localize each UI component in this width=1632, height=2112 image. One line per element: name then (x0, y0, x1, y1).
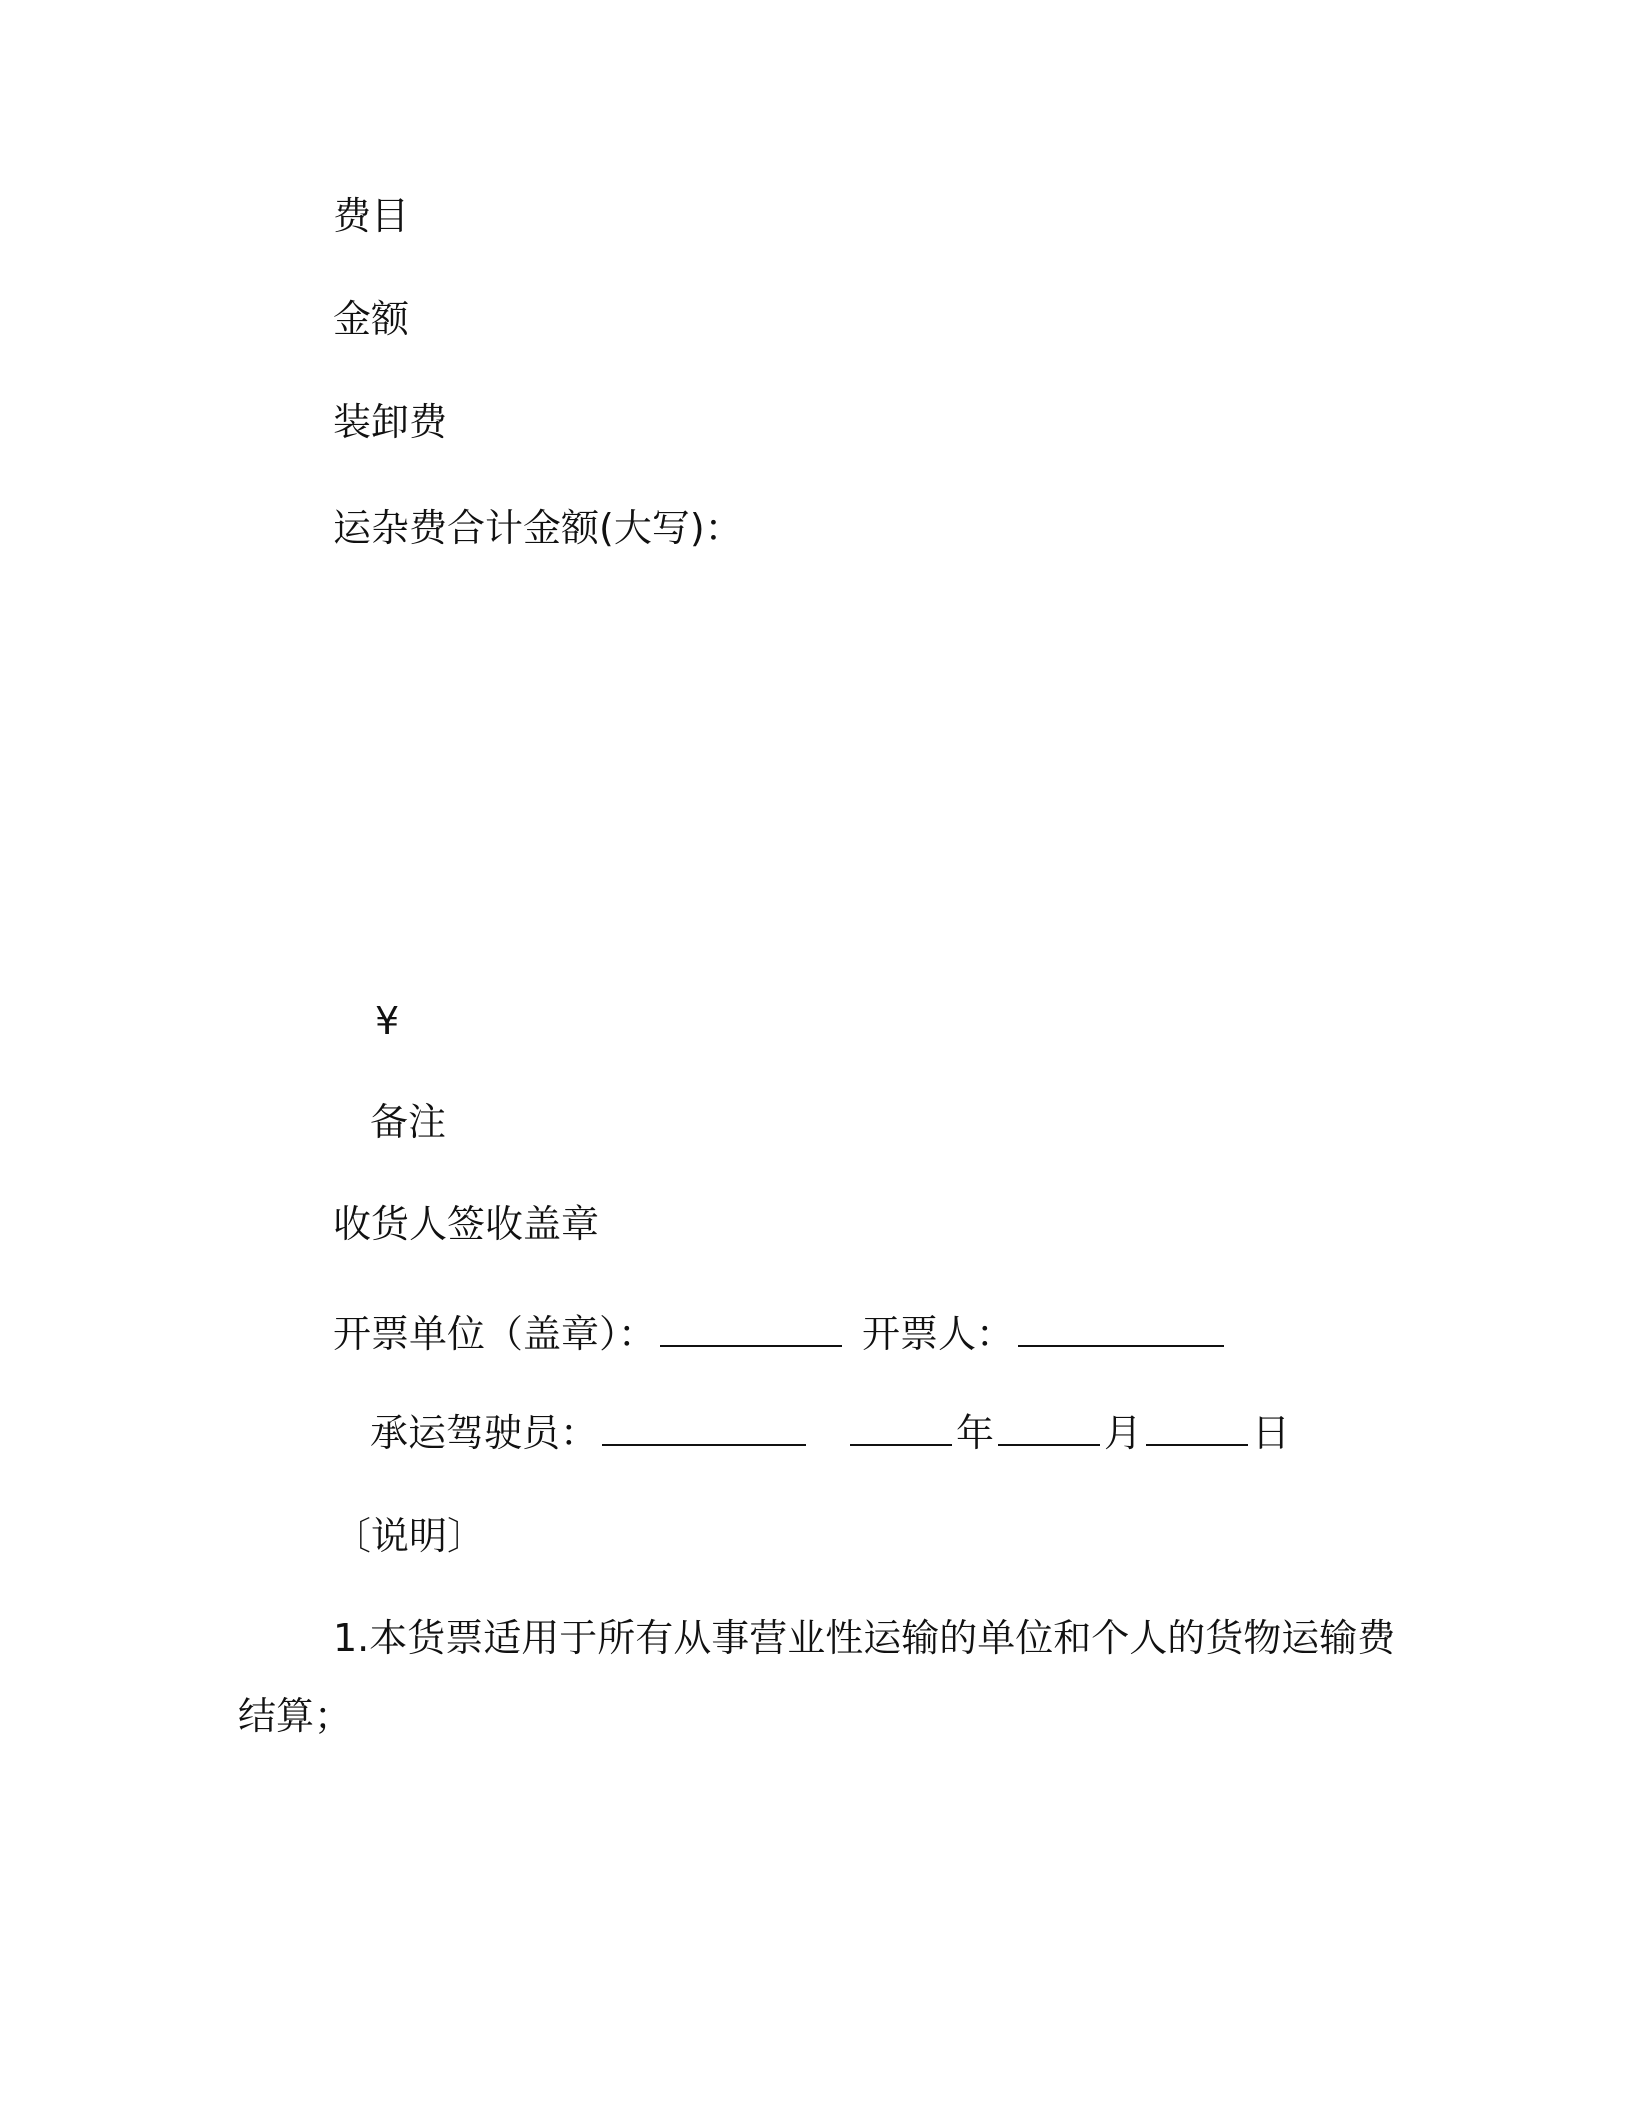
notes-heading: 〔说明〕 (333, 1514, 486, 1558)
issuer-label: 开票人： (862, 1312, 1015, 1356)
driver-label: 承运驾驶员： (370, 1411, 599, 1455)
amount-label: 金额 (333, 297, 410, 341)
loading-fee-label: 装卸费 (333, 400, 448, 444)
driver-row (370, 1409, 1290, 1457)
issuer-blank[interactable] (1018, 1311, 1224, 1347)
note-item-1-line-1: 1.本货票适用于所有从事营业性运输的单位和个人的货物运输费 (333, 1616, 1396, 1660)
day-label: 日 (1252, 1411, 1291, 1455)
year-blank[interactable] (850, 1410, 952, 1446)
fee-item-label: 费目 (333, 194, 410, 238)
issuing-unit-blank[interactable] (660, 1311, 842, 1347)
yen-symbol: ¥ (375, 999, 400, 1043)
day-blank[interactable] (1146, 1410, 1248, 1446)
issuer-row (333, 1310, 1228, 1358)
consignee-sign-label: 收货人签收盖章 (333, 1202, 600, 1246)
driver-blank[interactable] (602, 1410, 806, 1446)
month-blank[interactable] (998, 1410, 1100, 1446)
remarks-label: 备注 (370, 1100, 447, 1144)
year-label: 年 (956, 1411, 995, 1455)
issuing-unit-label: 开票单位（盖章）： (333, 1312, 657, 1356)
total-uppercase-label: 运杂费合计金额(大写)： (333, 506, 743, 550)
note-item-1-line-2: 结算； (238, 1694, 353, 1738)
month-label: 月 (1104, 1411, 1143, 1455)
